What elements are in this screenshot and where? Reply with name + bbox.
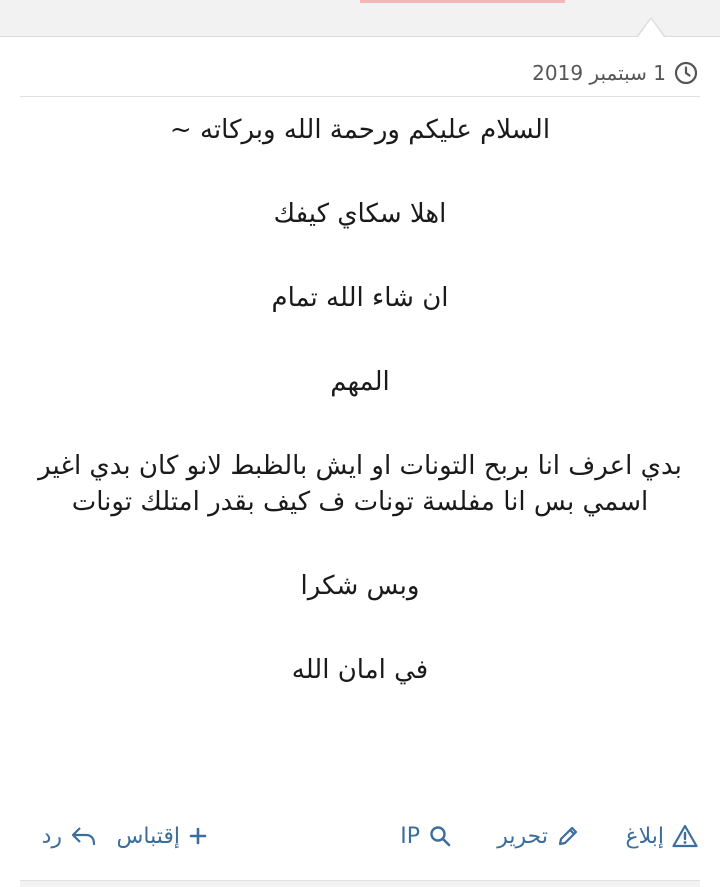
reply-icon — [70, 824, 98, 848]
plus-icon — [188, 826, 208, 846]
caret-pointer-inner — [638, 19, 664, 37]
pencil-icon — [556, 824, 580, 848]
edit-button[interactable] — [497, 816, 580, 856]
post-date[interactable] — [532, 56, 698, 90]
message-line: ان شاء الله تمام — [271, 283, 449, 313]
message-line: المهم — [330, 367, 390, 397]
post-body — [20, 112, 700, 736]
reply-button[interactable] — [42, 816, 98, 856]
ip-label: IP — [400, 823, 420, 849]
post-actions — [0, 816, 720, 856]
quote-label: إقتباس — [116, 823, 180, 849]
next-post-edge — [20, 880, 700, 887]
message-line: بدي اعرف انا بربح التونات او ايش بالظبط لانو كان بدي اغير اسمي بس انا مفلسة تونات ف كيف بقدر امتلك تونات — [38, 451, 682, 517]
edit-label: تحرير — [497, 823, 548, 849]
search-icon — [428, 824, 452, 848]
top-accent-bar — [360, 0, 565, 3]
quote-button[interactable] — [117, 816, 208, 856]
message-line: السلام عليكم ورحمة الله وبركاته ~ — [169, 115, 551, 145]
top-bar — [0, 0, 720, 37]
clock-icon — [674, 61, 698, 85]
report-button[interactable] — [626, 816, 699, 856]
message-line: اهلا سكاي كيفك — [273, 199, 447, 229]
message-line: في امان الله — [291, 655, 429, 685]
report-label: إبلاغ — [625, 823, 664, 849]
ip-button[interactable] — [400, 816, 452, 856]
message-line: وبس شكرا — [300, 571, 420, 601]
divider — [20, 96, 700, 97]
post-date-text: 1 سبتمبر 2019 — [532, 61, 666, 85]
warning-icon — [672, 824, 698, 848]
reply-label: رد — [41, 823, 62, 849]
